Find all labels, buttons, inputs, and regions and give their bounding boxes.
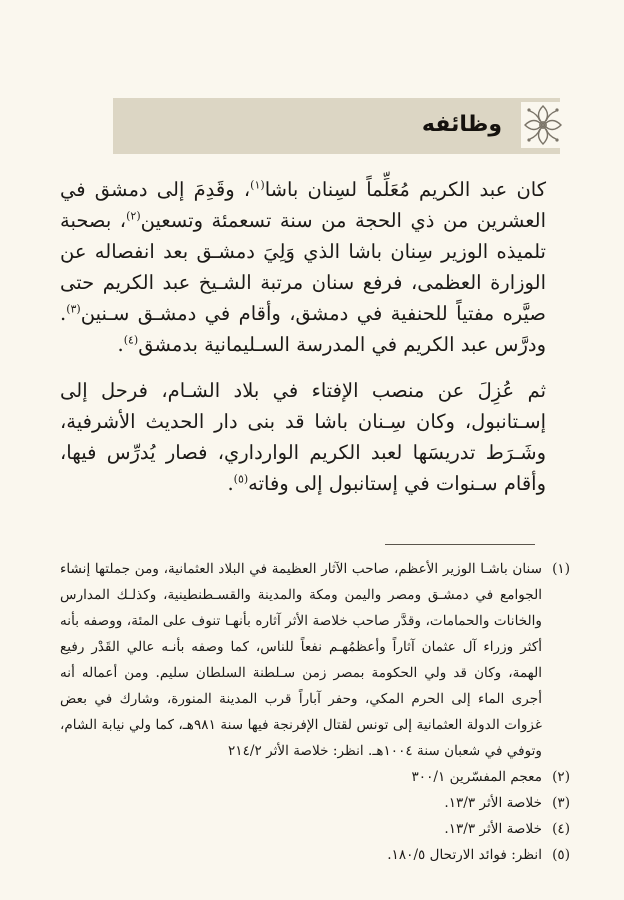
text-segment: . ودرَّس عبد الكريم في المدرسة السـليمانية بدمشق (60, 302, 546, 356)
footnote-number: (١) (552, 561, 570, 577)
footnote-ref-2[interactable]: (٢) (126, 209, 141, 223)
footnote-2 (60, 764, 570, 790)
footnote-text: انظر: فوائد الارتحال ١٨٠/٥. (387, 847, 542, 863)
text-segment: . (227, 472, 234, 495)
footnote-separator (385, 544, 535, 545)
paragraph-1 (60, 174, 546, 360)
footnote-ref-5[interactable]: (٥) (233, 472, 249, 486)
footnote-5 (60, 842, 570, 868)
text-segment: كان عبد الكريم مُعَلِّماً لسِنان باشا (264, 178, 546, 201)
footnote-number: (٣) (552, 795, 570, 811)
footnote-ref-1[interactable]: (١) (250, 178, 265, 192)
footnote-text: خلاصة الأثر ١٣/٣. (444, 795, 542, 811)
paragraph-2 (60, 375, 546, 499)
section-title: وظائفه (421, 112, 502, 137)
footnote-number: (٥) (552, 847, 570, 863)
footnote-ref-4[interactable]: (٤) (123, 333, 139, 347)
footnote-ref-3[interactable]: (٣) (66, 302, 81, 316)
footnote-number: (٢) (552, 769, 570, 785)
text-segment: . (117, 333, 124, 356)
arabesque-ornament-icon (521, 102, 565, 148)
footnote-text: خلاصة الأثر ١٣/٣. (444, 821, 542, 837)
text-segment: ، بصحبة تلميذه الوزير سِنان باشا الذي وَلِيَ دمشـق بعد انفصاله عن الوزارة العظمى، فرفع سنان مرتبة الشـيخ عبد الكريم حتى صيَّره مفتياً للحنفية في دمشق، وأقام في دمشـق سـنين (60, 209, 546, 325)
footnote-text: معجم المفسّرين ٣٠٠/١ (411, 769, 542, 785)
body-text (60, 174, 546, 514)
footnote-1 (60, 556, 570, 764)
footnotes (60, 556, 570, 868)
text-segment: ثم عُزِلَ عن منصب الإفتاء في بلاد الشـام، فرحل إلى إسـتانبول، وكان سِـنان باشا قد بنى دار الحديث الأشرفية، وشَـرَط تدريسَها لعبد الكريم الوارداري، فصار يُدرِّس فيها، وأقام سـنوات في إستانبول إلى وفاته (60, 379, 546, 495)
text-segment: ، وقَدِمَ إلى دمشق في العشرين من ذي الحجة من سنة تسعمئة وتسعين (60, 178, 546, 232)
footnote-3 (60, 790, 570, 816)
footnote-number: (٤) (552, 821, 570, 837)
footnote-text: سنان باشـا الوزير الأعظم، صاحب الآثار العظيمة في البلاد العثمانية، ومن جملتها إنشاء الجوامع في دمشـق ومصر واليمن ومكة والمدينة والقسـطنطينية، وكذلـك المدارس والخانات والحمامات، وقدَّر صاحب خلاصة الأثر آثاره بأنهـا تنوف على المئة، ووصفه بأنه أكثر وزراء آل عثمان آثاراً وأعظمُهـم نفعاً للناس، كما وصفه بأنـه عالي القَدْر رفيع الهمة، وكان قد ولي الحكومة بمصر زمن سـلطنة السلطان سليم. ومن أعماله أنه أجرى الماء إلى الحرم المكي، وحفر آباراً قرب المدينة المنورة، وشارك في بعض غزوات الدولة العثمانية إلى تونس لقتال الإفرنجة فيها سنة ٩٨١هـ، كما ولي نيابة الشام، وتوفي في شعبان سنة ١٠٠٤هـ. انظر: خلاصة الأثر ٢١٤/٢ (60, 561, 542, 759)
footnote-4 (60, 816, 570, 842)
